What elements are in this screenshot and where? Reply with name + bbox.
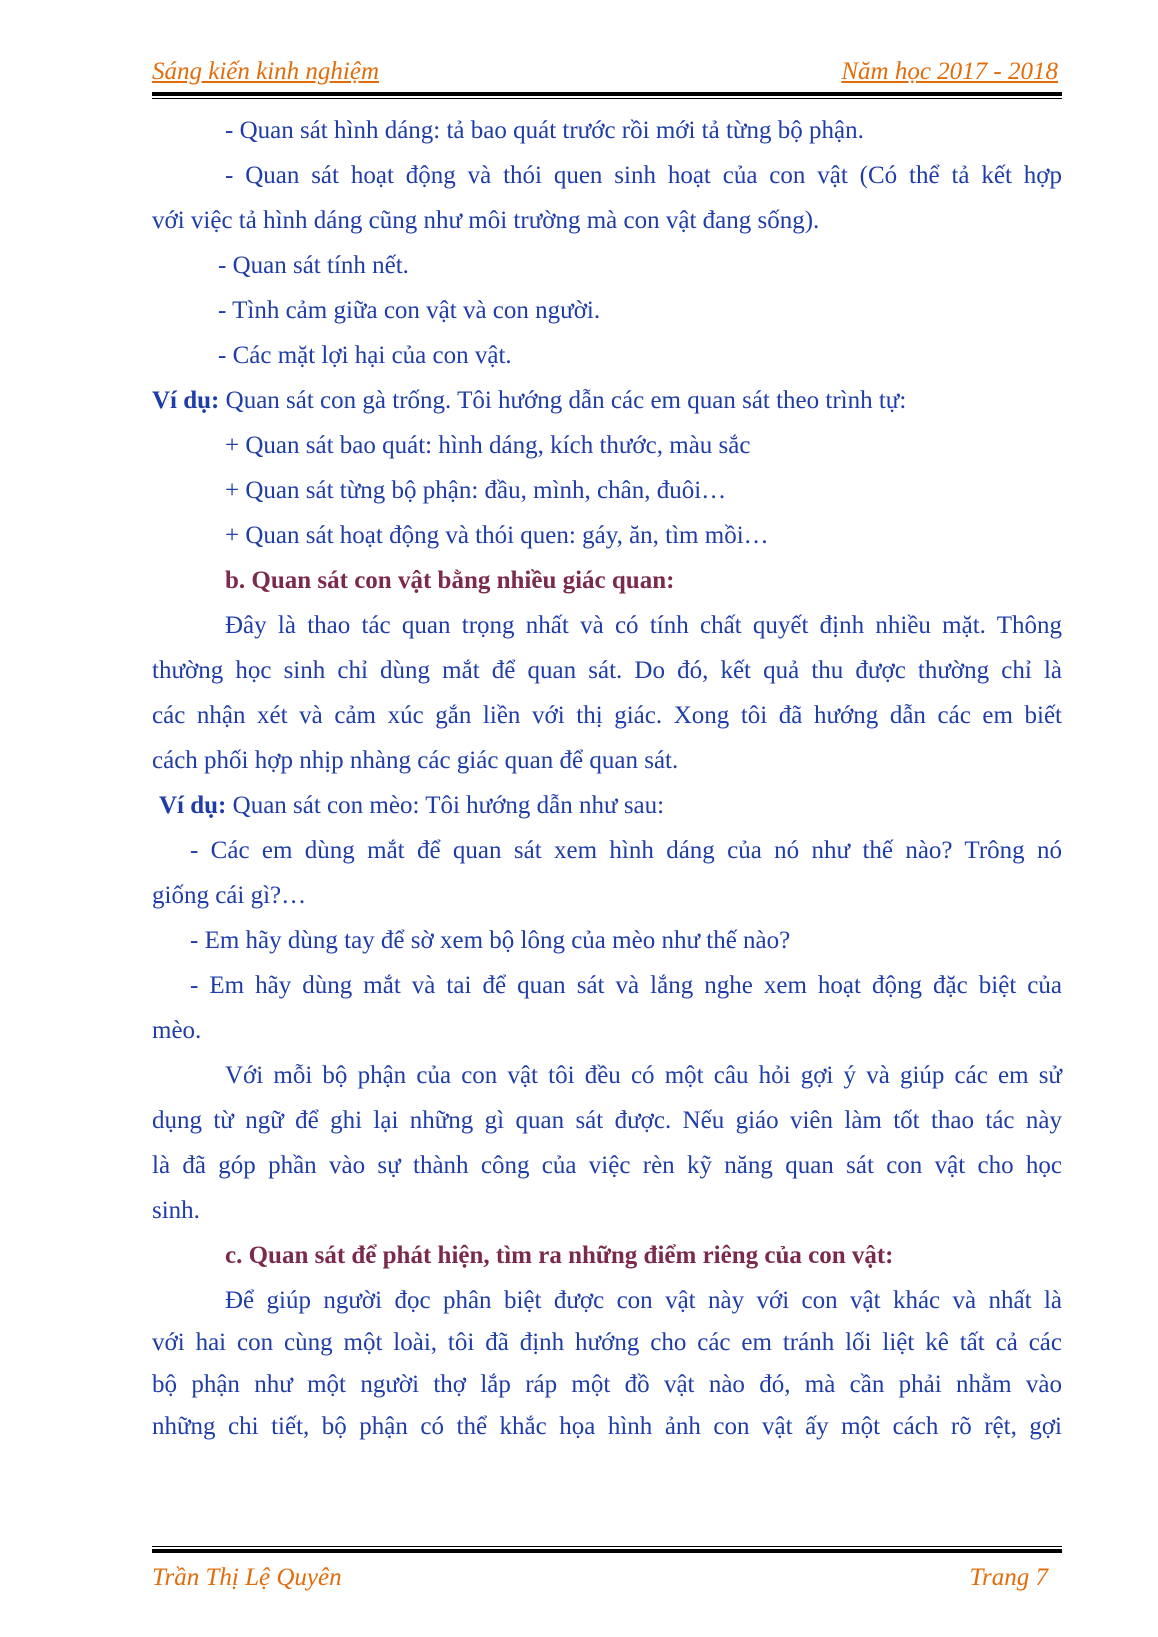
header-divider-thick	[152, 92, 1062, 96]
paragraph-line: là đã góp phần vào sự thành công của việc rèn kỹ năng quan sát con vật cho học	[152, 1152, 1062, 1179]
example-line	[152, 378, 1062, 424]
footer-page-number: Trang 7	[969, 1564, 1048, 1591]
paragraph-line: - Các em dùng mắt để quan sát xem hình dáng của nó như thế nào? Trông nó	[190, 837, 1062, 864]
footer-author: Trần Thị Lệ Quyên	[152, 1564, 342, 1591]
paragraph-line: - Em hãy dùng mắt và tai để quan sát và lắng nghe xem hoạt động đặc biệt của	[190, 972, 1062, 999]
paragraph-line: bộ phận như một người thợ lắp ráp một đồ vật nào đó, mà cần phải nhằm vào	[152, 1371, 1062, 1398]
example-line	[152, 783, 1062, 829]
example-label: Ví dụ:	[152, 387, 220, 414]
page-footer	[152, 1546, 1062, 1606]
paragraph-line: - Tình cảm giữa con vật và con người.	[218, 297, 601, 324]
paragraph-line: dụng từ ngữ để ghi lại những gì quan sát được. Nếu giáo viên làm tốt thao tác này	[152, 1107, 1062, 1134]
paragraph-line: với hai con cùng một loài, tôi đã định hướng cho các em tránh lối liệt kê tất cả các	[152, 1329, 1062, 1356]
example-label: Ví dụ:	[159, 792, 227, 819]
paragraph-line: Đây là thao tác quan trọng nhất và có tính chất quyết định nhiều mặt. Thông	[225, 612, 1062, 639]
header-school-year: Năm học 2017 - 2018	[841, 58, 1058, 85]
paragraph-line: giống cái gì?…	[152, 882, 307, 909]
paragraph-line: các nhận xét và cảm xúc gắn liền với thị giác. Xong tôi đã hướng dẫn các em biết	[152, 702, 1062, 729]
paragraph-line: + Quan sát từng bộ phận: đầu, mình, chân, đuôi…	[225, 477, 727, 504]
header-title: Sáng kiến kinh nghiệm	[152, 58, 380, 85]
paragraph-line: sinh.	[152, 1197, 200, 1224]
example-text: Quan sát con mèo: Tôi hướng dẫn như sau:	[226, 792, 665, 819]
paragraph-line: - Quan sát hình dáng: tả bao quát trước rồi mới tả từng bộ phận.	[225, 117, 864, 144]
paragraph-line: - Quan sát tính nết.	[218, 252, 409, 279]
page-header	[152, 58, 1062, 92]
header-divider-thin	[152, 98, 1062, 99]
paragraph-line: - Em hãy dùng tay để sờ xem bộ lông của mèo như thế nào?	[190, 927, 791, 954]
paragraph-line: thường học sinh chỉ dùng mắt để quan sát. Do đó, kết quả thu được thường chỉ là	[152, 657, 1062, 684]
section-heading-c: c. Quan sát để phát hiện, tìm ra những điểm riêng của con vật:	[225, 1242, 894, 1269]
paragraph-line: cách phối hợp nhịp nhàng các giác quan để quan sát.	[152, 747, 679, 774]
paragraph-line: những chi tiết, bộ phận có thể khắc họa hình ảnh con vật ấy một cách rõ rệt, gợi	[152, 1413, 1062, 1440]
paragraph-line: mèo.	[152, 1017, 202, 1044]
paragraph-line: + Quan sát bao quát: hình dáng, kích thước, màu sắc	[225, 432, 751, 459]
section-heading-b: b. Quan sát con vật bằng nhiều giác quan:	[225, 567, 675, 594]
paragraph-line: + Quan sát hoạt động và thói quen: gáy, ăn, tìm mồi…	[225, 522, 769, 549]
example-text: Quan sát con gà trống. Tôi hướng dẫn các em quan sát theo trình tự:	[219, 387, 907, 414]
paragraph-line: Để giúp người đọc phân biệt được con vật này với con vật khác và nhất là	[225, 1287, 1062, 1314]
paragraph-line: Với mỗi bộ phận của con vật tôi đều có một câu hỏi gợi ý và giúp các em sử	[225, 1062, 1062, 1089]
paragraph-line: với việc tả hình dáng cũng như môi trường mà con vật đang sống).	[152, 207, 820, 234]
paragraph-line: - Quan sát hoạt động và thói quen sinh hoạt của con vật (Có thể tả kết hợp	[225, 162, 1062, 189]
paragraph-line: - Các mặt lợi hại của con vật.	[218, 342, 512, 369]
